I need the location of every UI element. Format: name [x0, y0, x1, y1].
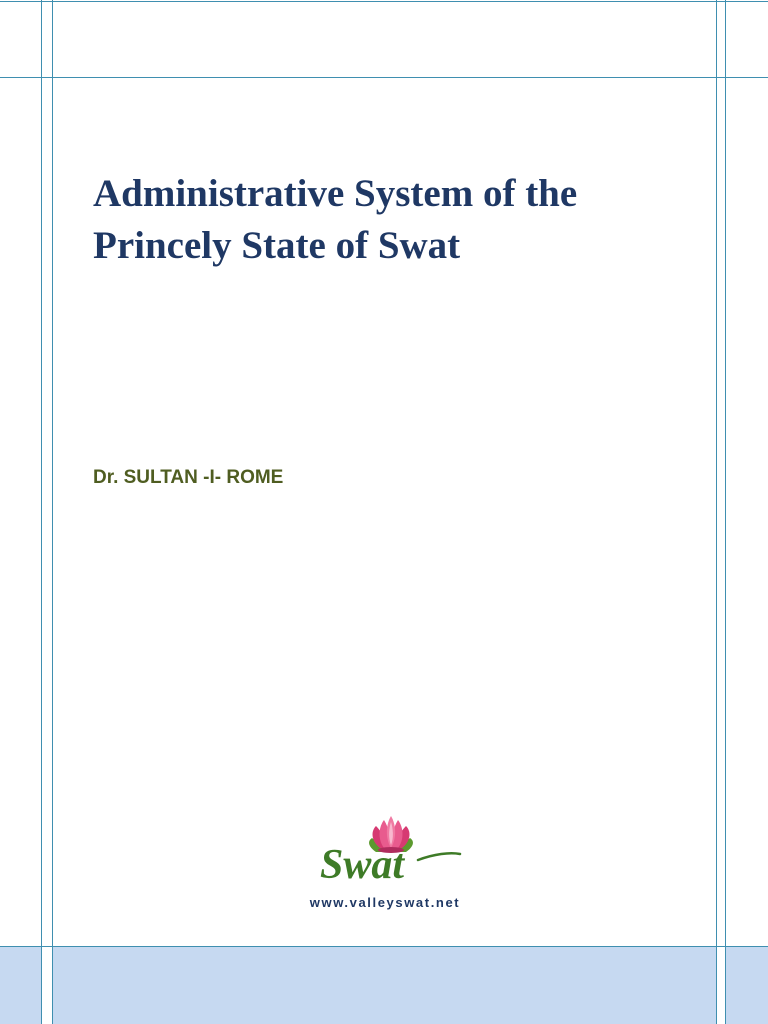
frame-line-footer — [0, 946, 768, 947]
swat-logo — [314, 812, 464, 888]
footer-band-gutter-right — [717, 946, 725, 1024]
book-title — [93, 168, 703, 272]
frame-line-left-outer — [41, 0, 42, 1024]
frame-line-header — [0, 77, 768, 78]
footer-band-gutter-left — [42, 946, 52, 1024]
frame-line-right-outer — [725, 0, 726, 1024]
website-link[interactable]: www.valleyswat.net — [309, 895, 461, 910]
frame-line-right-inner — [716, 0, 717, 1024]
author-name: Dr. SULTAN -I- ROME — [93, 467, 284, 488]
swat-wordmark: Swat — [320, 842, 405, 888]
book-title-line-1: Administrative System of the — [93, 172, 578, 215]
book-title-line-2: Princely State of Swat — [93, 224, 461, 267]
frame-line-top — [0, 1, 768, 2]
frame-line-left-inner — [52, 0, 53, 1024]
footer-band — [0, 946, 768, 1024]
